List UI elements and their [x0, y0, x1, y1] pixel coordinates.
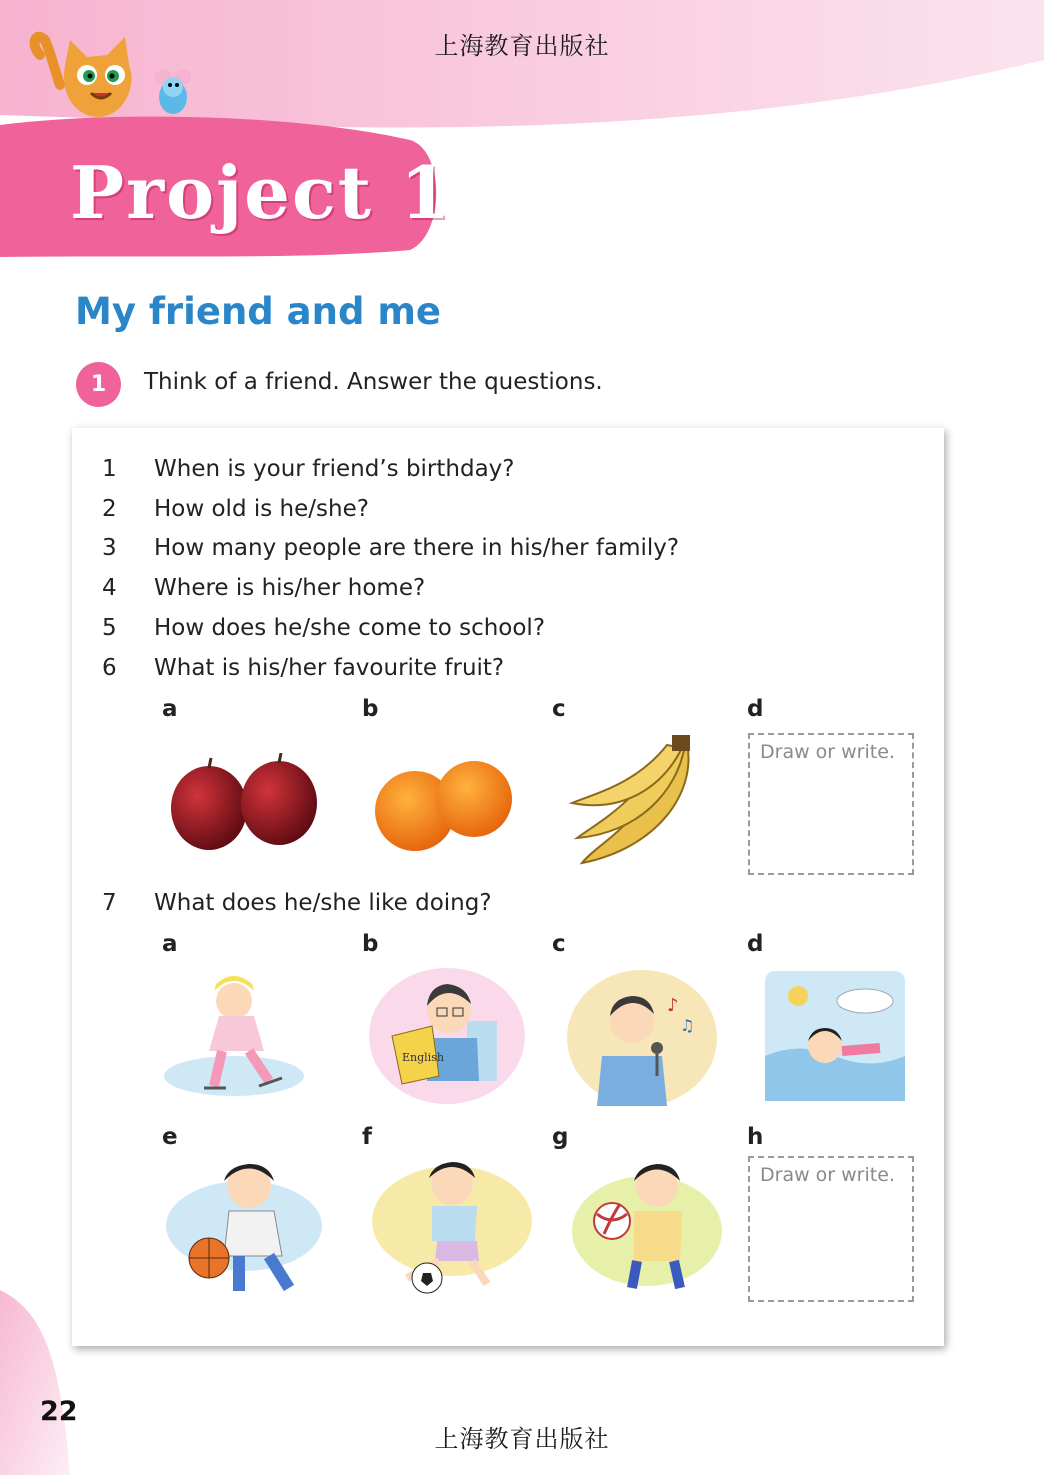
question-number: 6	[102, 655, 117, 681]
task-instruction: Think of a friend. Answer the questions.	[144, 369, 603, 395]
music-note-icon: ♪	[667, 995, 679, 1016]
activity-draw-box[interactable]	[748, 1156, 914, 1302]
oranges-image	[370, 753, 520, 853]
music-note-icon: ♫	[680, 1016, 695, 1035]
fruit-option-letter: b	[362, 696, 379, 722]
reading-book-label: English	[402, 1051, 444, 1064]
section-title: My friend and me	[75, 290, 441, 333]
football-image	[367, 1156, 532, 1296]
question-number: 5	[102, 615, 117, 641]
mouse-icon	[155, 69, 191, 114]
question-number: 1	[102, 456, 117, 482]
apples-image	[164, 753, 324, 853]
question-text: What does he/she like doing?	[154, 890, 492, 916]
publisher-header: 上海教育出版社	[434, 32, 610, 60]
task-number-badge: 1	[76, 362, 121, 407]
draw-box-hint: Draw or write.	[760, 741, 895, 763]
question-text: When is your friend’s birthday?	[154, 456, 515, 482]
bananas-image	[567, 733, 707, 873]
question-number: 3	[102, 535, 117, 561]
fruit-option-letter: d	[747, 696, 764, 722]
activity-option-letter: f	[362, 1124, 373, 1150]
fruit-option-letter: a	[162, 696, 178, 722]
activity-option-letter: e	[162, 1124, 178, 1150]
question-text: What is his/her favourite fruit?	[154, 655, 505, 681]
question-number: 4	[102, 575, 117, 601]
question-card	[72, 428, 944, 1346]
fruit-draw-box[interactable]	[748, 733, 914, 875]
cat-mascot-icon	[25, 25, 200, 135]
reading-image	[367, 966, 527, 1111]
question-text: How does he/she come to school?	[154, 615, 546, 641]
question-text: How many people are there in his/her family?	[154, 535, 680, 561]
draw-box-hint: Draw or write.	[760, 1164, 895, 1186]
activity-option-letter: h	[747, 1124, 764, 1150]
question-number: 7	[102, 890, 117, 916]
skating-image	[164, 966, 324, 1111]
page-number: 22	[40, 1396, 78, 1427]
question-text: Where is his/her home?	[154, 575, 426, 601]
fruit-option-letter: c	[552, 696, 566, 722]
question-number: 2	[102, 496, 117, 522]
publisher-footer: 上海教育出版社	[434, 1425, 610, 1453]
volleyball-image	[562, 1156, 722, 1296]
activity-option-letter: d	[747, 931, 764, 957]
activity-option-letter: b	[362, 931, 379, 957]
question-text: How old is he/she?	[154, 496, 369, 522]
swimming-image	[760, 966, 910, 1111]
project-title: Project 1	[70, 150, 453, 235]
basketball-image	[164, 1156, 324, 1296]
singing-image	[562, 966, 722, 1111]
activity-option-letter: g	[552, 1124, 569, 1150]
activity-option-letter: c	[552, 931, 566, 957]
activity-option-letter: a	[162, 931, 178, 957]
